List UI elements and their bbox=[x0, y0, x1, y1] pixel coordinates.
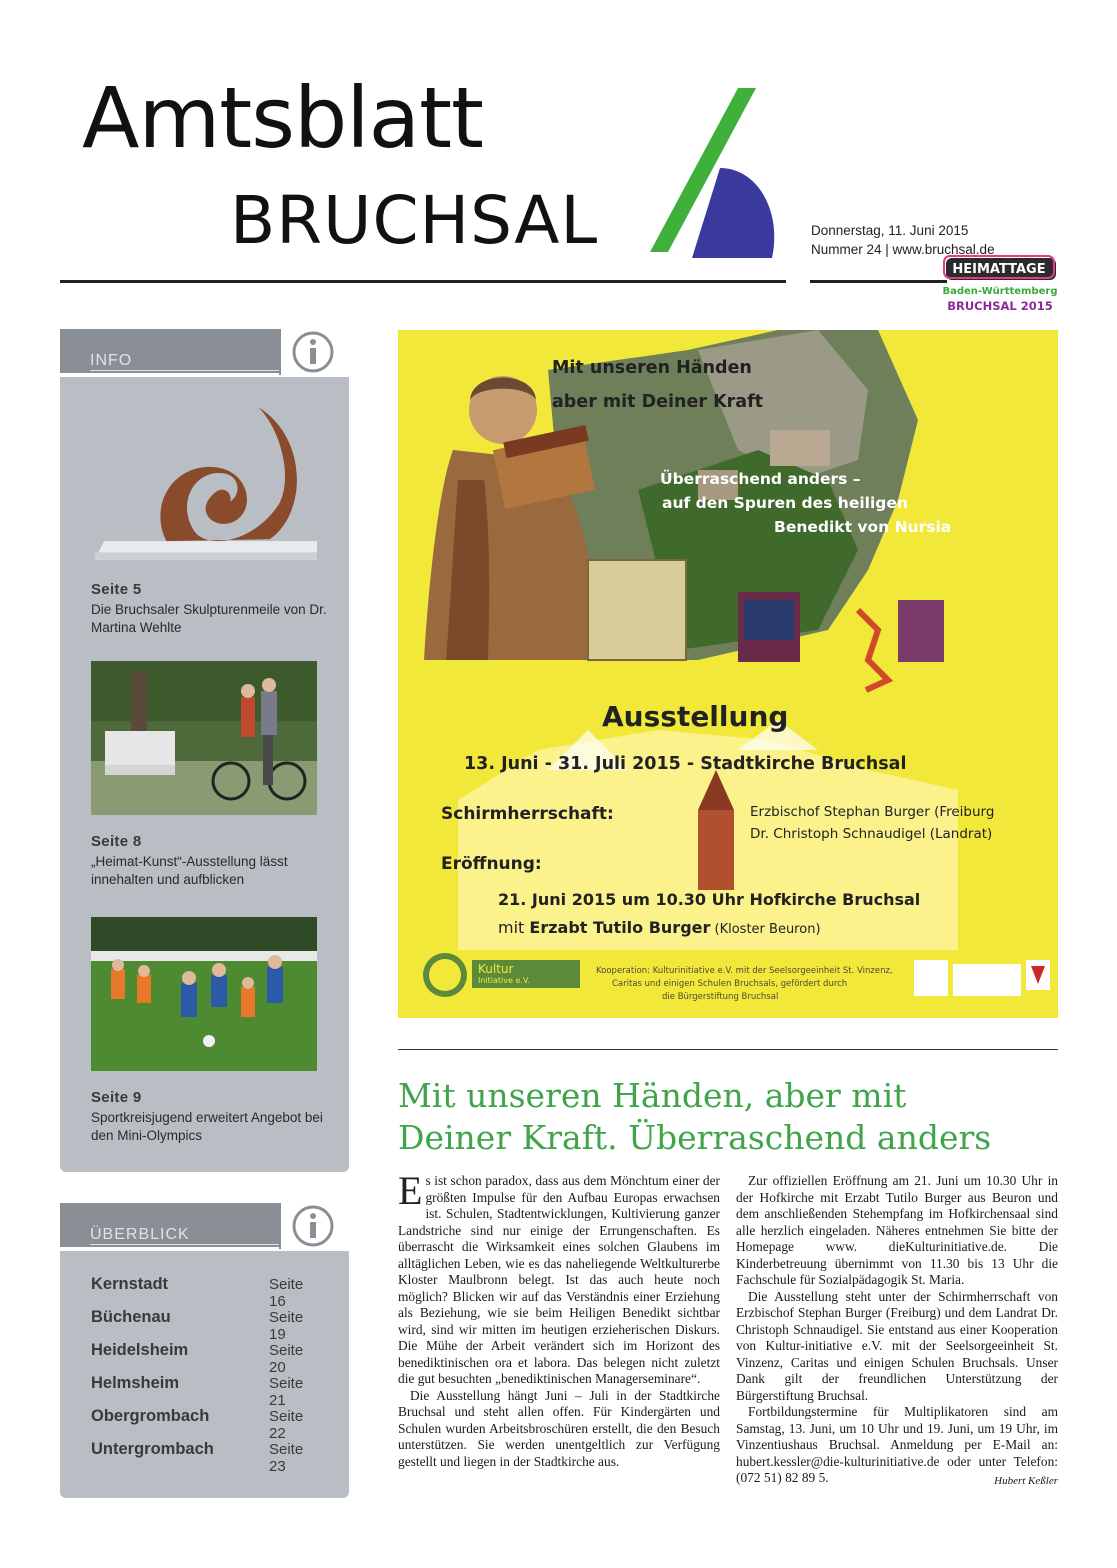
overview-box bbox=[60, 1203, 349, 1498]
overview-row[interactable] bbox=[91, 1341, 321, 1376]
overview-row-page: Seite 16 bbox=[269, 1276, 304, 1310]
masthead-subtitle: BRUCHSAL bbox=[230, 182, 599, 259]
masthead-title: Amtsblatt bbox=[82, 69, 483, 167]
article-rule bbox=[398, 1049, 1058, 1050]
exhibition-poster[interactable] bbox=[398, 330, 1058, 1018]
info-item-page[interactable]: Seite 9 bbox=[91, 1089, 142, 1106]
poster-opening2 bbox=[498, 918, 821, 937]
info-item-page[interactable]: Seite 8 bbox=[91, 833, 142, 850]
article-column-2 bbox=[736, 1173, 1058, 1489]
bruchsal-logo-icon bbox=[650, 86, 790, 282]
overview-row[interactable] bbox=[91, 1407, 321, 1442]
poster-patron2: Dr. Christoph Schnaudigel (Landrat) bbox=[750, 826, 993, 842]
overview-row[interactable] bbox=[91, 1308, 321, 1343]
overview-row[interactable] bbox=[91, 1374, 321, 1409]
poster-dates: 13. Juni - 31. Juli 2015 - Stadtkirche Bruchsal bbox=[464, 754, 907, 774]
overview-row[interactable] bbox=[91, 1440, 321, 1475]
headline-line2: Deiner Kraft. Überraschend anders bbox=[398, 1118, 992, 1157]
overview-row[interactable] bbox=[91, 1275, 321, 1310]
overview-box-body bbox=[60, 1251, 349, 1498]
overview-row-name: Kernstadt bbox=[91, 1275, 169, 1293]
info-icon bbox=[279, 329, 349, 375]
info-box bbox=[60, 329, 349, 1172]
article-paragraph: Es ist schon paradox, dass aus dem Mönchtum einer der größten Impulse für den Aufbau Europas erwachsen ist. Schulen, Stadtentwicklungen, Kultivierung ganzer Landstriche sind nur einige der Errungenschaften. Es überrascht die Wirksamkeit eines solchen Glaubens im alltäglichen Leben, wie es das naheliegende Weltkulturerbe Kloster Maulbronn belegt. Ist das auch heute noch möglich? Blicken wir auf das Verständnis einer Erziehung als Beziehung, wie sie beim Heiligen Benedikt sichtbar wird, sind wir mitten im heutigen erzieherischen Diskurs. Die Mühe der Arbeit verändert sich im Horizont des benediktinischen ora et labora. Das belegen nicht zuletzt die gut besuchten „benediktinischen Managerseminare“. bbox=[398, 1168, 720, 1386]
article-paragraph: Fortbildungstermine für Multiplikatoren sind am Samstag, 13. Juni, um 10 Uhr und 19. Juni, um 19 Uhr, im Vinzentiushaus Bruchsal. Anmeldung per E-Mail an: hubert.kessler@die-kulturinitiative.de oder unter Telefon: (072 51) 82 89 5. bbox=[736, 1404, 1058, 1485]
poster-subtitle2: auf den Spuren des heiligen bbox=[662, 494, 908, 512]
poster-logo-text2: Initiative e.V. bbox=[478, 976, 530, 985]
info-item-page[interactable]: Seite 5 bbox=[91, 581, 142, 598]
info-icon bbox=[279, 1203, 349, 1249]
poster-tagline2: aber mit Deiner Kraft bbox=[552, 392, 764, 412]
masthead-rule-right bbox=[810, 280, 947, 283]
info-item-text: „Heimat-Kunst“-Ausstellung lässt innehalten und aufblicken bbox=[91, 854, 288, 887]
poster-artwork bbox=[398, 330, 1058, 1018]
poster-coop1: Kooperation: Kulturinitiative e.V. mit der Seelsorgeeinheit St. Vinzenz, bbox=[596, 966, 893, 976]
article-headline bbox=[398, 1075, 1058, 1159]
issue-number[interactable]: Nummer 24 | www.bruchsal.de bbox=[811, 242, 995, 257]
overview-row-page: Seite 23 bbox=[269, 1441, 304, 1475]
poster-coop2: Caritas und einigen Schulen Bruchsals, gefördert durch bbox=[612, 979, 848, 989]
article-column-1 bbox=[398, 1168, 720, 1470]
poster-subtitle3: Benedikt von Nursia bbox=[774, 518, 952, 536]
poster-patron-label: Schirmherrschaft: bbox=[441, 804, 614, 824]
poster-patron1: Erzbischof Stephan Burger (Freiburg bbox=[750, 804, 995, 820]
article-paragraph: Die Ausstellung hängt Juni – Juli in der Stadtkirche Bruchsal und steht allen offen. Für Kindergärten und Schulen wurden Arbeitsbroschüren erstellt, die den Besuch unterstützen. Sie werden unentgeltlich zur Verfügung gestellt und liegen in der Stadtkirche aus. bbox=[398, 1387, 720, 1469]
overview-row-page: Seite 20 bbox=[269, 1342, 304, 1376]
poster-tagline1: Mit unseren Händen bbox=[552, 358, 752, 378]
article-paragraph: Zur offiziellen Eröffnung am 21. Juni um 10.30 Uhr in der Hofkirche mit Erzabt Tutilo Burger aus Beuron und dem anschließenden Stehempfang im Hofkirchensaal sind alle herzlich eingeladen. Näheres entnehmen Sie bitte der Homepage www. dieKulturinitiative.de. Die Kinderbetreuung übernimmt von 11.30 bis 13 Uhr die Fachschule für Sozialpädagogik St. Maria. bbox=[736, 1173, 1058, 1287]
poster-logo-text1: Kultur bbox=[478, 962, 514, 976]
heimattage-line3: BRUCHSAL 2015 bbox=[947, 299, 1053, 313]
overview-box-label: ÜBERBLICK bbox=[90, 1226, 320, 1245]
poster-opening2-bold: Erzabt Tutilo Burger bbox=[529, 918, 711, 937]
masthead-rule bbox=[60, 280, 786, 283]
article-author: Hubert Keßler bbox=[994, 1474, 1058, 1487]
heimattage-logo bbox=[940, 254, 1060, 324]
sculpture-image[interactable] bbox=[91, 385, 317, 570]
info-box-header bbox=[60, 329, 349, 373]
cyclists-photo[interactable] bbox=[91, 661, 317, 815]
football-photo[interactable] bbox=[91, 917, 317, 1071]
overview-row-name: Helmsheim bbox=[91, 1374, 180, 1392]
poster-opening2-suffix: (Kloster Beuron) bbox=[710, 922, 821, 937]
overview-row-page: Seite 21 bbox=[269, 1375, 304, 1409]
headline-line1: Mit unseren Händen, aber mit bbox=[398, 1076, 907, 1115]
info-box-label: INFO bbox=[90, 352, 302, 371]
info-box-body bbox=[60, 377, 349, 1172]
overview-row-name: Untergrombach bbox=[91, 1440, 214, 1458]
overview-row-page: Seite 19 bbox=[269, 1309, 304, 1343]
overview-row-name: Obergrombach bbox=[91, 1407, 210, 1425]
heimattage-line2: Baden-Württemberg bbox=[942, 286, 1058, 297]
poster-opening1: 21. Juni 2015 um 10.30 Uhr Hofkirche Bruchsal bbox=[498, 890, 921, 909]
poster-opening2-prefix: mit bbox=[498, 918, 530, 937]
poster-subtitle1: Überraschend anders – bbox=[660, 470, 861, 488]
drop-cap: E bbox=[398, 1168, 423, 1213]
article-paragraph: Die Ausstellung steht unter der Schirmherrschaft von Erzbischof Stephan Burger (Freiburg) und dem Landrat Dr. Christoph Schnaudigel. Sie entstand aus einer Kooperation von Kultur-initiative e.V. mit der Seelsorgeeinheit St. Vinzenz, Caritas und einigen Schulen Bruchsals. Unser Dank gilt der freundlichen Unterstützung der Bürgerstiftung Bruchsal. bbox=[736, 1288, 1058, 1403]
overview-row-name: Heidelsheim bbox=[91, 1341, 189, 1359]
overview-row-name: Büchenau bbox=[91, 1308, 171, 1326]
poster-opening-label: Eröffnung: bbox=[441, 854, 542, 874]
overview-row-page: Seite 22 bbox=[269, 1408, 304, 1442]
poster-coop3: die Bürgerstiftung Bruchsal bbox=[662, 992, 779, 1002]
overview-box-header bbox=[60, 1203, 349, 1247]
issue-date: Donnerstag, 11. Juni 2015 bbox=[811, 223, 969, 238]
heimattage-line1: HEIMATTAGE bbox=[952, 262, 1046, 277]
info-item-text: Die Bruchsaler Skulpturenmeile von Dr. Martina Wehlte bbox=[91, 602, 327, 635]
info-item-text: Sportkreisjugend erweitert Angebot bei den Mini-Olympics bbox=[91, 1110, 323, 1143]
poster-heading: Ausstellung bbox=[602, 700, 789, 733]
